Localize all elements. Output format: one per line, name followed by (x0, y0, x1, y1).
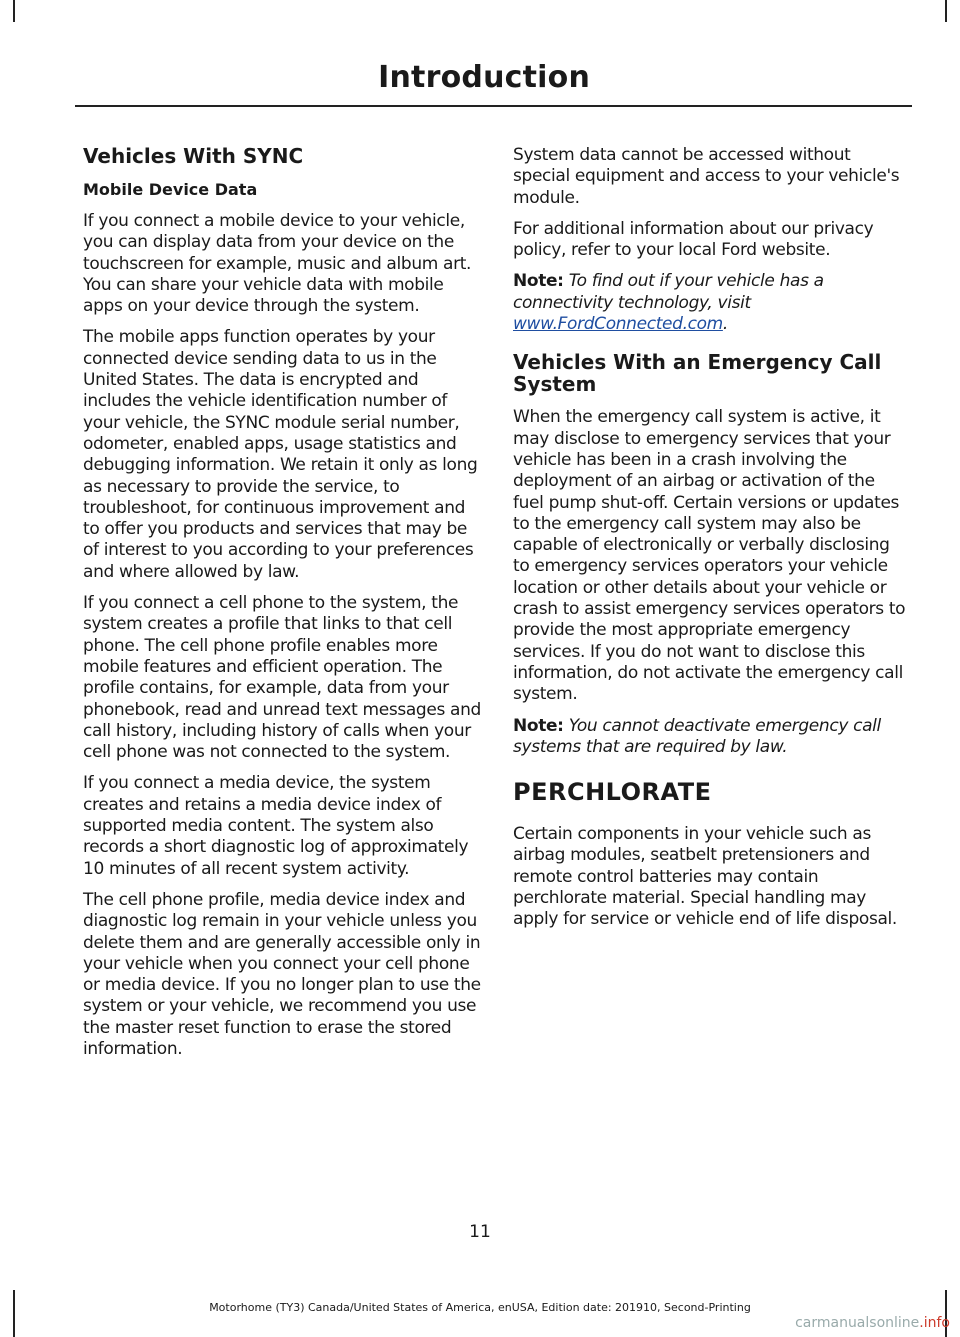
right-column (513, 145, 909, 941)
footer-edition: Motorhome (TY3) Canada/United States of America, enUSA, Edition date: 201910, Second-Printing (209, 1301, 751, 1314)
paragraph: For additional information about our privacy policy, refer to your local Ford website. (513, 218, 874, 261)
section-heading-perchlorate: PERCHLORATE (513, 778, 712, 807)
paragraph: The cell phone profile, media device index and diagnostic log remain in your vehicle unless you delete them and are generally accessible only in your vehicle when you connect your cell phone or media device. If you no longer plan to use the system or your vehicle, we recommend you use the master reset function to erase the stored information. (83, 889, 481, 1059)
crop-mark-top-right-v (945, 0, 947, 22)
paragraph: The mobile apps function operates by your connected device sending data to us in the United States. The data is encrypted and includes the vehicle identification number of your vehicle, the SYNC module serial number, odometer, enabled apps, usage statistics and debugging information. We retain it only as long as necessary to provide the service, to troubleshoot, for continuous improvement and to offer you products and services that may be of interest to you according to your preferences and where allowed by law. (83, 327, 478, 582)
ford-connected-link[interactable]: www.FordConnected.com (513, 314, 723, 335)
note-connectivity (513, 271, 909, 335)
paragraph: If you connect a media device, the system creates and retains a media device index of supported media content. The system also records a short diagnostic log of approximately 10 minutes of all recent system activity. (83, 773, 469, 879)
paragraph: Certain components in your vehicle such as airbag modules, seatbelt pretensioners and remote control batteries may contain perchlorate material. Special handling may apply for service or vehicle end of life disposal. (513, 824, 897, 930)
section-heading-sync: Vehicles With SYNC (83, 144, 304, 168)
header-divider (75, 105, 912, 107)
watermark-main: carmanualsonline (795, 1315, 920, 1331)
section-heading-emergency-call: Vehicles With an Emergency Call System (513, 350, 882, 397)
watermark (795, 1315, 950, 1331)
paragraph: System data cannot be accessed without special equipment and access to your vehicle's module. (513, 145, 900, 208)
watermark-suffix: .info (919, 1315, 950, 1331)
note-text: To find out if your vehicle has a connectivity technology, visit (513, 271, 824, 313)
left-column (83, 145, 485, 1070)
page-number: 11 (469, 1222, 491, 1242)
crop-mark-top-left-v (13, 0, 15, 22)
subsection-heading-mobile-data: Mobile Device Data (83, 180, 258, 199)
note-text: You cannot deactivate emergency call systems that are required by law. (513, 715, 881, 757)
note-emergency (513, 716, 909, 759)
page-title: Introduction (378, 60, 590, 95)
note-label: Note: (513, 715, 564, 736)
paragraph: When the emergency call system is active, it may disclose to emergency services that your vehicle has been in a crash involving the deployment of an airbag or activation of the fuel pump shut-off. Certain versions or updates to the emergency call system may also be capable of electronically or verbally disclosing to emergency services operators your vehicle location or other details about your vehicle or crash to assist emergency services operators to provide the most appropriate emergency services. If you do not want to disclose this information, do not activate the emergency call system. (513, 407, 906, 705)
paragraph: If you connect a cell phone to the system, the system creates a profile that links to that cell phone. The cell phone profile enables more mobile features and efficient operation. The profile contains, for example, data from your phonebook, read and unread text messages and call history, including history of calls when your cell phone was not connected to the system. (83, 593, 481, 763)
note-end: . (722, 314, 728, 335)
paragraph: If you connect a mobile device to your vehicle, you can display data from your device on the touchscreen for example, music and album art. You can share your vehicle data with mobile apps on your device through the system. (83, 211, 472, 317)
note-label: Note: (513, 271, 564, 292)
